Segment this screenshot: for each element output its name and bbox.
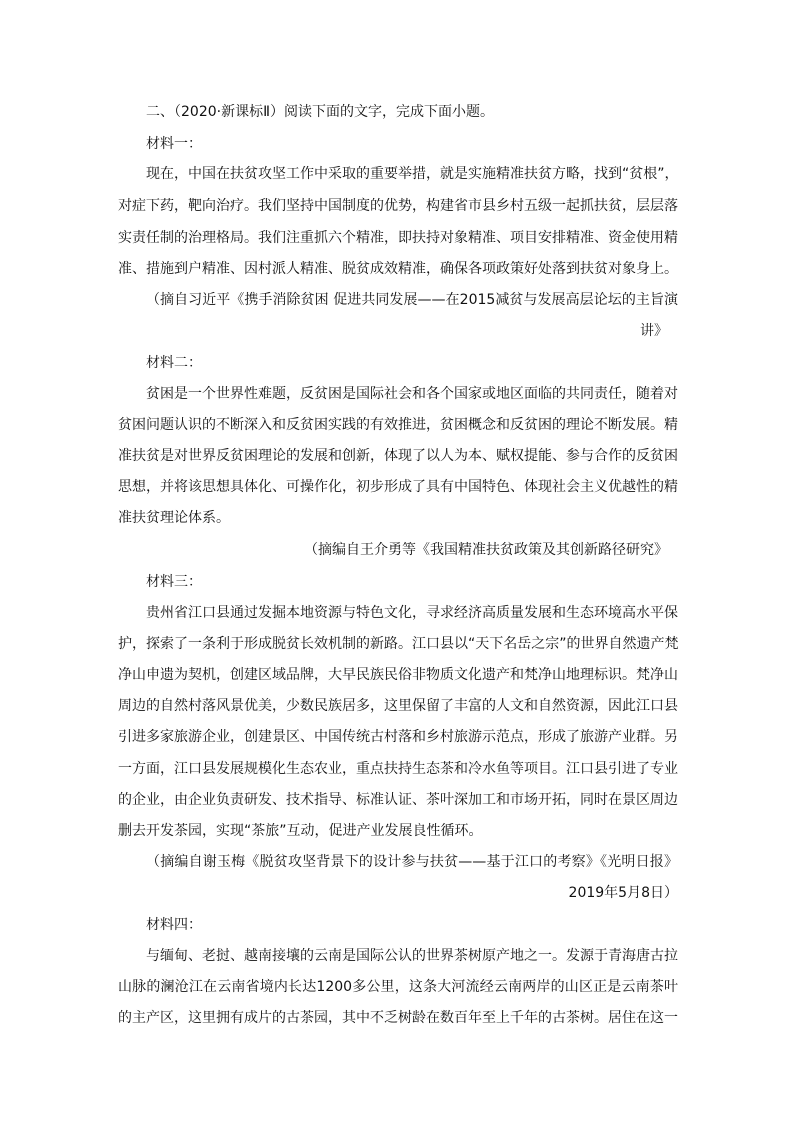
material1-line: 现在，中国在扶贫攻坚工作中采取的重要举措，就是实施精准扶贫方略，找到“贫根”， — [146, 166, 679, 182]
material1-source: （摘自习近平《携手消除贫困 促进共同发展——在2015减贫与发展高层论坛的主旨演 — [146, 292, 678, 308]
material4-line: 的主产区，这里拥有成片的古茶园，其中不乏树龄在数百年至上千年的古茶树。居住在这一 — [118, 1010, 678, 1026]
material4-line: 山脉的澜沧江在云南省境内长达1200多公里，这条大河流经云南两岸的山区正是云南茶叶 — [118, 979, 678, 995]
material3-source: （摘编自谢玉梅《脱贫攻坚背景下的设计参与扶贫——基于江口的考察》《光明日报》 — [146, 854, 678, 870]
material3-line: 净山申遗为契机，创建区域品牌，大早民族民俗非物质文化遗产和梵净山地理标识。梵净山 — [118, 667, 678, 683]
material3-line: 贵州省江口县通过发掘本地资源与特色文化，寻求经济高质量发展和生态环境高水平保 — [146, 605, 678, 621]
material2-source: （摘编自王介勇等《我国精准扶贫政策及其创新路径研究》 — [304, 542, 668, 558]
material4-line: 与缅甸、老挝、越南接壤的云南是国际公认的世界茶树原产地之一。发源于青海唐古拉 — [146, 948, 678, 964]
material1-line: 准、措施到户精准、因村派人精准、脱贫成效精准，确保各项政策好处落到扶贫对象身上。 — [118, 261, 678, 277]
material2-line: 贫困问题认识的不断深入和反贫困实践的有效推进，贫困概念和反贫困的理论不断发展。精 — [118, 417, 678, 433]
question-header: 二、（2020·新课标Ⅱ）阅读下面的文字，完成下面小题。 — [146, 104, 494, 120]
material3-line: 一方面，江口县发展规模化生态农业，重点扶持生态茶和冷水鱼等项目。江口县引进了专业 — [118, 761, 678, 777]
material1-line: 对症下药，靶向治疗。我们坚持中国制度的优势，构建省市县乡村五级一起抓扶贫，层层落 — [118, 198, 678, 214]
material2-line: 准扶贫理论体系。 — [118, 510, 230, 526]
material3-source-cont: 2019年5月8日） — [568, 885, 678, 901]
material3-line: 引进多家旅游企业，创建景区、中国传统古村落和乡村旅游示范点，形成了旅游产业群。另 — [118, 729, 678, 745]
material1-label: 材料一： — [146, 136, 202, 152]
material3-line: 删去开发茶园，实现“茶旅”互动，促进产业发展良性循环。 — [118, 823, 483, 839]
material3-line: 护，探索了一条利于形成脱贫长效机制的新路。江口县以“天下名岳之宗”的世界自然遗产梵 — [118, 636, 679, 652]
material2-line: 准扶贫是对世界反贫困理论的发展和创新，体现了以人为本、赋权提能、参与合作的反贫困 — [118, 448, 678, 464]
material3-label: 材料三： — [146, 574, 202, 590]
material2-line: 贫困是一个世界性难题，反贫困是国际社会和各个国家或地区面临的共同责任，随着对 — [146, 386, 678, 402]
material4-label: 材料四： — [146, 917, 202, 933]
material1-line: 实责任制的治理格局。我们注重抓六个精准，即扶持对象精准、项目安排精准、资金使用精 — [118, 230, 678, 246]
material3-line: 的企业，由企业负责研发、技术指导、标准认证、茶叶深加工和市场开拓，同时在景区周边 — [118, 792, 678, 808]
material2-label: 材料二： — [146, 355, 202, 371]
material3-line: 周边的自然村落风景优美，少数民族居多，这里保留了丰富的人文和自然资源，因此江口县 — [118, 698, 678, 714]
material1-source-cont: 讲》 — [640, 323, 668, 339]
material2-line: 思想，并将该思想具体化、可操作化，初步形成了具有中国特色、体现社会主义优越性的精 — [118, 479, 678, 495]
